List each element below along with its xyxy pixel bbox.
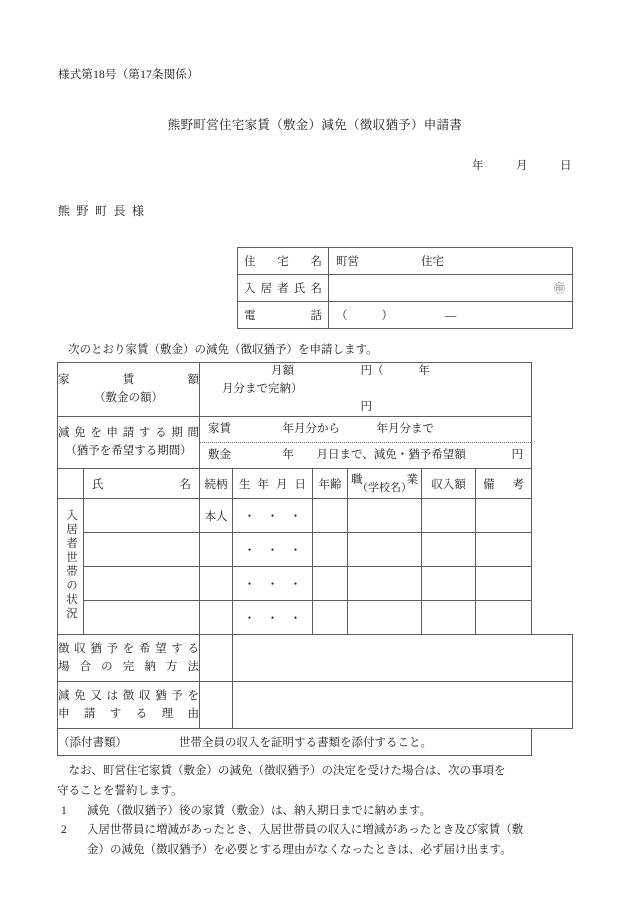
cell-name-4[interactable] [84, 601, 200, 635]
cell-relation-2[interactable] [200, 533, 233, 567]
housing-prefix: 町営 [336, 256, 359, 268]
table-row-reason [58, 682, 573, 729]
cell-age-3[interactable] [313, 567, 348, 601]
table-row-household-1 [58, 499, 573, 533]
pledge-item-2-number: 2 [61, 824, 67, 837]
period-rent-key: 家賃 [208, 423, 231, 436]
pledge-intro-line-1: なお、町営住宅家賃（敷金）の減免（徴収猶予）の決定を受けた場合は、次の事項を [68, 765, 506, 777]
page-title: 熊野町営住宅家賃（敷金）減免（徴収猶予）申請書 [167, 118, 463, 132]
header-age: 年齢 [313, 469, 348, 499]
pledge-section [57, 762, 577, 861]
pledge-intro-line-2: 守ることを誓約します。 [57, 784, 183, 797]
info-label-resident-name: 入居者氏名 [238, 275, 329, 302]
rent-line-2 [200, 399, 531, 417]
period-deposit-yen: 円 [511, 449, 524, 462]
header-note: 備考 [476, 469, 532, 499]
table-row-payment-method [58, 635, 573, 682]
header-occupation-char-2: 業 [406, 473, 418, 486]
cell-dob-4[interactable]: ・ ・ ・ [233, 601, 313, 635]
date-year-label: 年 [472, 160, 484, 172]
table-row-household-header [58, 469, 573, 499]
period-deposit-row[interactable] [200, 443, 531, 468]
period-value[interactable] [200, 417, 532, 469]
cell-relation-3[interactable] [200, 567, 233, 601]
cell-note-2[interactable] [476, 533, 532, 567]
cell-occupation-4[interactable] [348, 601, 422, 635]
period-deposit-day-text: 日まで、減免・猶予希望額 [328, 449, 466, 462]
cell-name-3[interactable] [84, 567, 200, 601]
header-occupation [348, 469, 422, 499]
cell-occupation-3[interactable] [348, 567, 422, 601]
applicant-info-table [237, 247, 573, 329]
date-month-label: 月 [516, 160, 528, 172]
table-row [238, 302, 573, 329]
attachment-note [58, 729, 532, 756]
info-label-housing-name: 住宅名 [238, 248, 329, 275]
pledge-item-1-line-1: 減免（徴収猶予）後の家賃（敷金）は、納入期日までに納めます。 [87, 804, 432, 817]
period-rent-month-from: 月分から [294, 423, 340, 436]
rent-yen-1: 円 [360, 365, 372, 377]
pledge-item-1 [57, 802, 577, 822]
info-value-resident-name[interactable] [329, 275, 573, 302]
table-row-household-2 [58, 533, 573, 567]
period-rent-year-2: 年 [376, 423, 388, 436]
period-deposit-year: 年 [282, 449, 294, 462]
table-row [238, 248, 573, 275]
cell-occupation-2[interactable] [348, 533, 422, 567]
cell-income-1[interactable] [422, 499, 476, 533]
pledge-item-2 [57, 821, 577, 841]
reason-value-a[interactable] [200, 682, 233, 729]
cell-note-4[interactable] [476, 601, 532, 635]
cell-age-4[interactable] [313, 601, 348, 635]
date-day-label: 日 [560, 160, 572, 172]
rent-paid-until-label: 月分まで完納） [222, 382, 303, 395]
attachment-label: （添付書類） [58, 737, 127, 750]
info-value-housing-name[interactable] [329, 248, 573, 275]
table-row [238, 275, 573, 302]
cell-income-2[interactable] [422, 533, 476, 567]
rent-paren-open: （ [372, 365, 384, 377]
period-rent-row[interactable] [200, 417, 531, 443]
rent-monthly-label: 月額 [271, 365, 294, 377]
tel-paren-open: （ [336, 310, 348, 322]
header-name: 氏名 [84, 469, 200, 499]
cell-note-1[interactable] [476, 499, 532, 533]
header-occupation-char-1: 職 [351, 473, 363, 486]
table-row-period [58, 417, 573, 469]
housing-suffix: 住宅 [421, 256, 444, 268]
table-row-rent-amount [58, 363, 573, 417]
rent-year-label: 年 [418, 365, 430, 377]
reason-value-b[interactable] [233, 682, 573, 729]
period-rent-year: 年 [282, 423, 294, 436]
tel-rest: ） ― [381, 310, 457, 322]
pledge-item-2-line-2: 金）の減免（徴収猶予）を必要とする理由がなくなったときは、必ず届け出ます。 [87, 844, 512, 857]
cell-income-4[interactable] [422, 601, 476, 635]
form-number: 様式第18号（第17条関係） [58, 69, 199, 81]
rent-amount-value[interactable] [200, 363, 532, 417]
date-line [0, 157, 582, 173]
info-label-telephone: 電話 [238, 302, 329, 329]
payment-method-value-b[interactable] [233, 635, 573, 682]
cell-occupation-1[interactable] [348, 499, 422, 533]
rent-line-1 [200, 363, 531, 399]
seal-stamp-icon: ㊞ [554, 283, 565, 295]
addressee: 熊野町長様 [58, 204, 151, 218]
reason-label: 減免又は徴収猶予を 申請する理由 [58, 682, 200, 729]
cell-dob-3[interactable]: ・ ・ ・ [233, 567, 313, 601]
cell-dob-2[interactable]: ・ ・ ・ [233, 533, 313, 567]
header-occupation-school: （学校名） [357, 481, 412, 494]
payment-method-label: 徴収猶予を希望する 場合の完納方法 [58, 635, 200, 682]
cell-name-1[interactable] [84, 499, 200, 533]
period-deposit-month: 月 [316, 449, 328, 462]
header-income: 収入額 [422, 469, 476, 499]
cell-age-1[interactable] [313, 499, 348, 533]
pledge-item-1-number: 1 [61, 804, 67, 817]
household-vertical-header-spacer [58, 469, 84, 499]
rent-amount-label: 家賃額 （敷金の額） [58, 363, 200, 417]
table-row-household-4 [58, 601, 573, 635]
header-relation: 続柄 [200, 469, 233, 499]
cell-relation-1[interactable]: 本人 [200, 499, 233, 533]
payment-method-value-a[interactable] [200, 635, 233, 682]
cell-dob-1[interactable]: ・ ・ ・ [233, 499, 313, 533]
household-vertical-label: 入居者世帯の状況 [58, 499, 84, 635]
period-deposit-key: 敷金 [208, 449, 231, 462]
header-dob: 生年月日 [233, 469, 313, 499]
lead-sentence: 次のとおり家賃（敷金）の減免（徴収猶予）を申請します。 [68, 344, 378, 356]
rent-yen-2: 円 [360, 400, 372, 413]
cell-name-2[interactable] [84, 533, 200, 567]
cell-age-2[interactable] [313, 533, 348, 567]
pledge-item-2-line-1: 入居世帯員に増減があったとき、入居世帯員の収入に増減があったとき及び家賃（敷 [87, 824, 524, 837]
table-row-attachment [58, 729, 573, 756]
cell-note-3[interactable] [476, 567, 532, 601]
table-row-household-3 [58, 567, 573, 601]
attachment-text: 世帯全員の収入を証明する書類を添付すること。 [179, 737, 432, 750]
period-label: 減免を申請する期間 （猶予を希望する期間） [58, 417, 200, 469]
cell-relation-4[interactable] [200, 601, 233, 635]
period-rent-month-to: 月分まで [388, 423, 434, 436]
info-value-telephone[interactable] [329, 302, 573, 329]
cell-income-3[interactable] [422, 567, 476, 601]
application-main-table [57, 362, 573, 756]
